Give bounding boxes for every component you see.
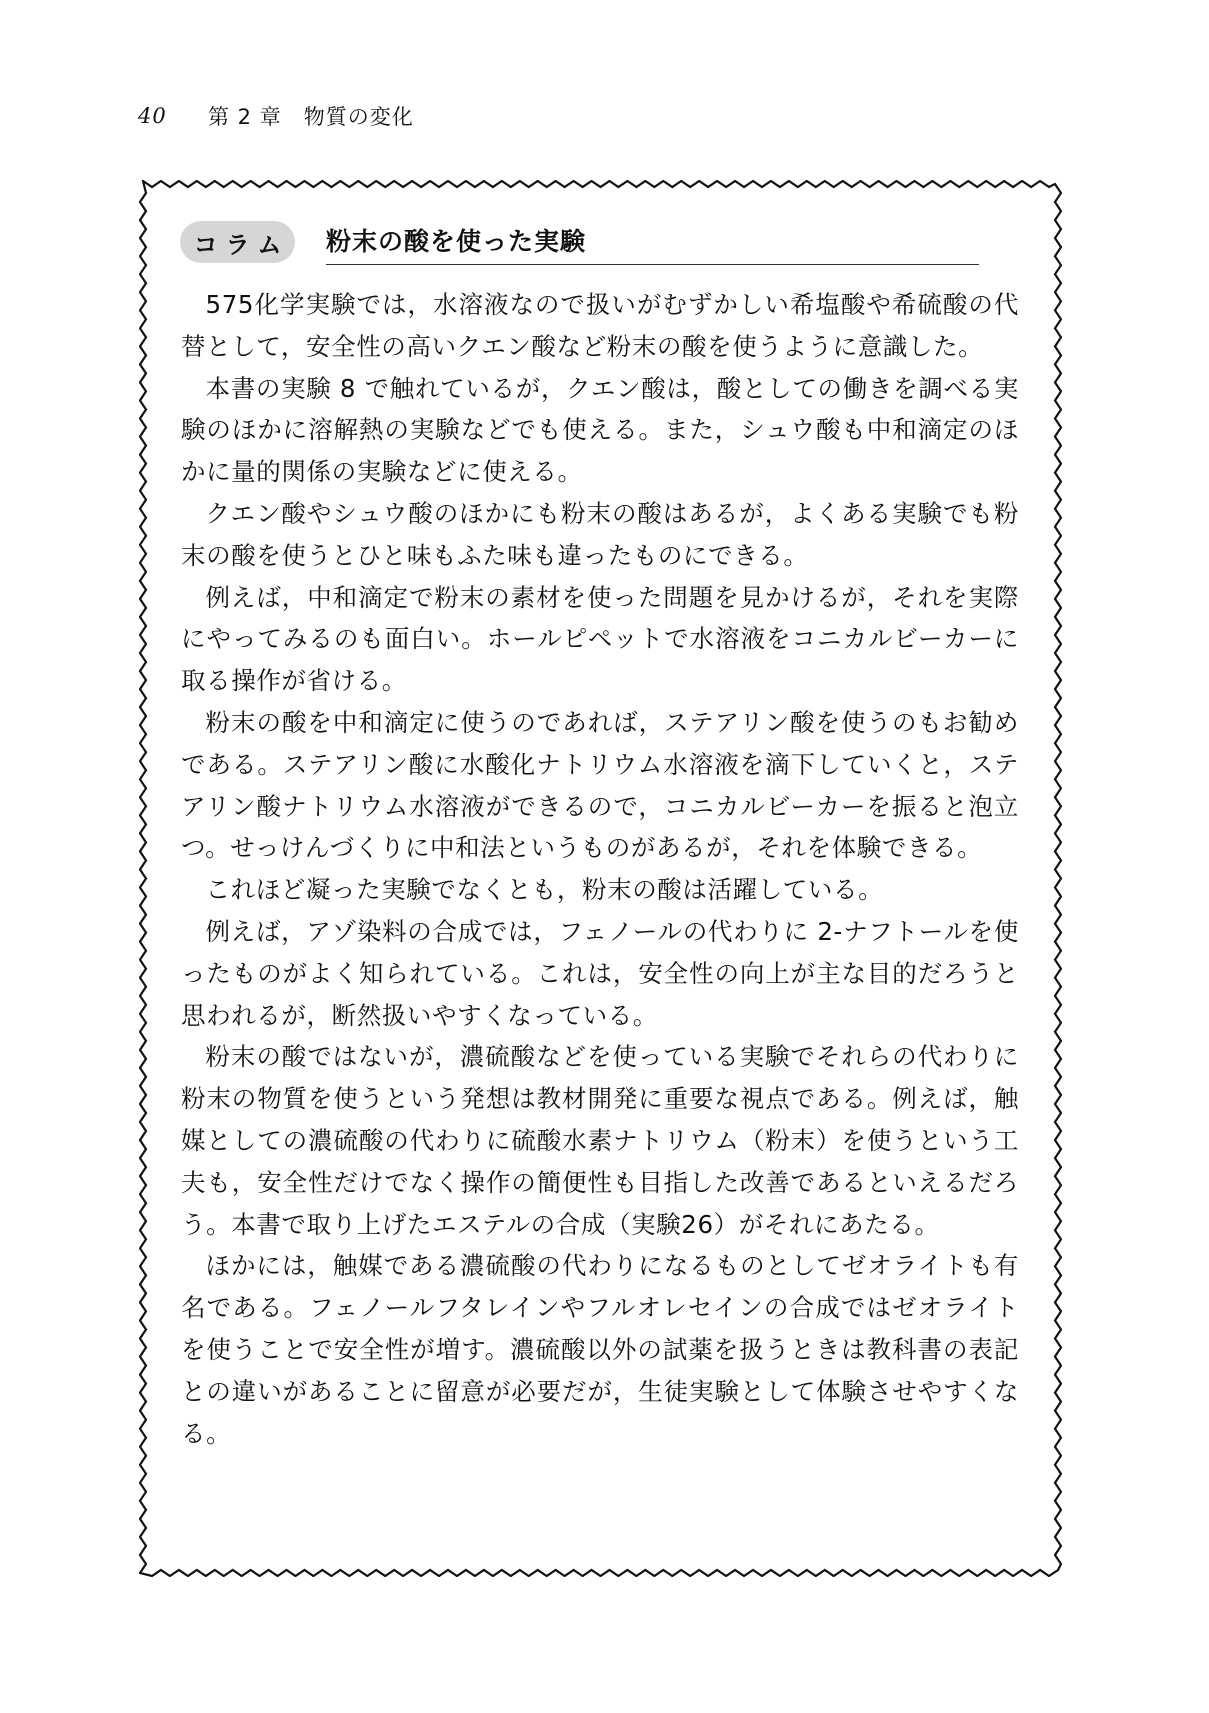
paragraph: クエン酸やシュウ酸のほかにも粉末の酸はあるが，よくある実験でも粉末の酸を使うとひと味もふた味も違ったものにできる。 <box>181 498 1019 570</box>
running-head <box>138 100 414 132</box>
column-badge: コラム <box>180 221 295 263</box>
paragraph: 例えば，アゾ染料の合成では，フェノールの代わりに 2-ナフトールを使ったものがよく知られている。これは，安全性の向上が主な目的だろうと思われるが，断然扱いやすくなっている。 <box>181 916 1019 1030</box>
paragraph: 例えば，中和滴定で粉末の素材を使った問題を見かけるが，それを実際にやってみるのも面白い。ホールピペットで水溶液をコニカルビーカーに取る操作が省ける。 <box>181 582 1019 696</box>
chapter-title: 第 2 章 物質の変化 <box>208 105 414 129</box>
paragraph: 粉末の酸ではないが，濃硫酸などを使っている実験でそれらの代わりに粉末の物質を使うという発想は教材開発に重要な視点である。例えば，触媒としての濃硫酸の代わりに硫酸水素ナトリウム（粉末）を使うという工夫も，安全性だけでなく操作の簡便性も目指した改善であるといえるだろう。本書で取り上げたエステルの合成（実験26）がそれにあたる。 <box>181 1042 1019 1239</box>
column-header <box>180 218 980 266</box>
paragraph: 575化学実験では，水溶液なので扱いがむずかしい希塩酸や希硫酸の代替として，安全性の高いクエン酸など粉末の酸を使うように意識した。 <box>181 290 1019 361</box>
paragraph: 本書の実験 8 で触れているが，クエン酸は，酸としての働きを調べる実験のほかに溶解熱の実験などでも使える。また，シュウ酸も中和滴定のほかに量的関係の実験などに使える。 <box>181 373 1019 487</box>
paragraph: ほかには，触媒である濃硫酸の代わりになるものとしてゼオライトも有名である。フェノールフタレインやフルオレセインの合成ではゼオライトを使うことで安全性が増す。濃硫酸以外の試薬を扱うときは教科書の表記との違いがあることに留意が必要だが，生徒実験として体験させやすくなる。 <box>181 1251 1019 1448</box>
column-box <box>139 180 1062 1577</box>
paragraph: これほど凝った実験でなくとも，粉末の酸は活躍している。 <box>205 875 884 905</box>
column-title: 粉末の酸を使った実験 <box>326 227 587 256</box>
page-number: 40 <box>138 104 167 128</box>
paragraph: 粉末の酸を中和滴定に使うのであれば，ステアリン酸を使うのもお勧めである。ステアリン酸に水酸化ナトリウム水溶液を滴下していくと，ステアリン酸ナトリウム水溶液ができるので，コニカルビーカーを振ると泡立つ。せっけんづくりに中和法というものがあるが，それを体験できる。 <box>181 707 1019 863</box>
title-underline <box>326 264 979 265</box>
column-body <box>181 284 1019 1454</box>
